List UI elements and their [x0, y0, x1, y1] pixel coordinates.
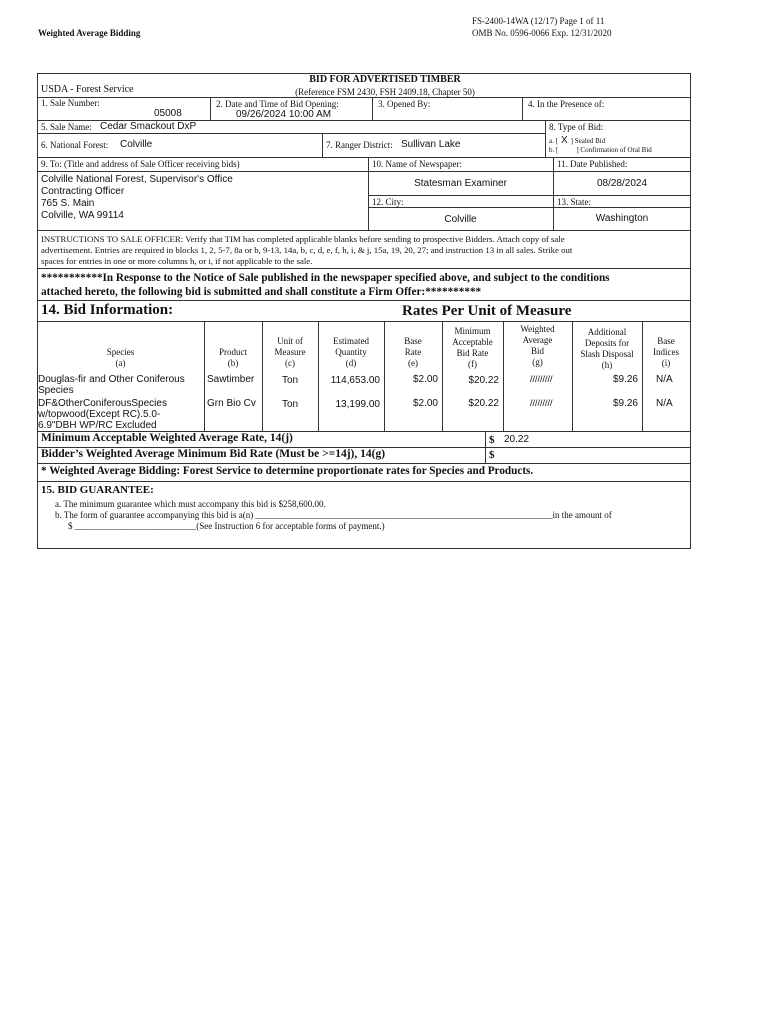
product-cell: Sawtimber [207, 374, 255, 385]
bid-guarantee-amount-field[interactable]: $ ___________________________(See Instruction 6 for acceptable forms of payment.) [68, 521, 385, 531]
bid-information-title: 14. Bid Information: [41, 302, 174, 318]
forest-label: 6. National Forest: [41, 140, 109, 150]
column-header-weighted-average: Weighted Average Bid (g) [520, 324, 555, 367]
presence-label: 4. In the Presence of: [528, 99, 605, 109]
min-bid-rate-cell: $20.22 [468, 375, 499, 386]
column-header-species: Species (a) [106, 347, 135, 368]
district-field[interactable]: Sullivan Lake [401, 139, 461, 150]
deposits-cell: $9.26 [612, 374, 638, 385]
sale-officer-address[interactable]: Colville National Forest, Supervisor's Office Contracting Officer 765 S. Main Colville, WA 99114 [41, 174, 233, 221]
newspaper-field[interactable]: Statesman Examiner [414, 178, 507, 189]
city-label: 12. City: [372, 197, 404, 207]
forest-field[interactable]: Colville [120, 139, 153, 150]
bid-opening-field[interactable]: 09/26/2024 10:00 AM [236, 109, 332, 120]
quantity-cell: 114,653.00 [330, 375, 380, 386]
form-title: Weighted Average Bidding [38, 28, 141, 38]
date-published-field[interactable]: 08/28/2024 [596, 178, 648, 189]
weighted-bid-cell[interactable]: ///////// [530, 374, 553, 384]
date-published-label: 11. Date Published: [557, 159, 628, 169]
column-header-min-bid-rate: Minimum Acceptable Bid Rate (f) [452, 326, 493, 369]
min-bid-rate-cell: $20.22 [468, 398, 499, 409]
bidder-rate-field[interactable] [504, 449, 654, 461]
newspaper-label: 10. Name of Newspaper: [372, 159, 462, 169]
unit-cell: Ton [281, 375, 299, 386]
indices-cell: N/A [656, 398, 673, 409]
min-weighted-rate-value: 20.22 [504, 434, 530, 445]
column-header-quantity: Estimated Quantity (d) [333, 336, 369, 368]
type-of-bid-label: 8. Type of Bid: [549, 122, 604, 132]
column-header-base-rate: Base Rate (e) [404, 336, 422, 368]
column-header-product: Product (b) [219, 347, 247, 368]
state-label: 13. State: [557, 197, 591, 207]
sealed-bid-option[interactable]: a. [ X ] Sealed Bid [549, 135, 606, 146]
base-rate-cell: $2.00 [412, 374, 438, 385]
species-cell: DF&OtherConiferousSpecies w/topwood(Except RC).5.0- 6.9"DBH WP/RC Excluded [38, 398, 167, 431]
min-weighted-rate-currency: $ [489, 434, 495, 446]
city-field[interactable]: Colville [444, 214, 477, 225]
product-cell: Grn Bio Cv [207, 398, 256, 409]
weighted-bid-cell[interactable]: ///////// [530, 398, 553, 408]
sealed-bid-mark: X [560, 135, 568, 146]
weighted-bidding-note: * Weighted Average Bidding: Forest Service to determine proportionate rates for Species and Products. [41, 465, 534, 477]
agency-name: USDA - Forest Service [41, 84, 134, 95]
species-cell: Douglas-fir and Other Coniferous Species [38, 374, 185, 396]
column-header-unit: Unit of Measure (c) [274, 336, 306, 368]
column-header-deposits: Additional Deposits for Slash Disposal (h) [580, 327, 634, 370]
quantity-cell: 13,199.00 [335, 399, 380, 410]
district-label: 7. Ranger District: [326, 140, 393, 150]
bid-form-reference: (Reference FSM 2430, FSH 2409.18, Chapter 50) [295, 87, 475, 97]
omb-number: OMB No. 0596-0066 Exp. 12/31/2020 [472, 28, 612, 38]
deposits-cell: $9.26 [612, 398, 638, 409]
state-field[interactable]: Washington [595, 213, 649, 224]
opened-by-label: 3. Opened By: [378, 99, 431, 109]
sale-number-label: 1. Sale Number: [41, 98, 100, 108]
bid-guarantee-form-field[interactable]: b. The form of guarantee accompanying this bid is a(n) __________________________________________________________________in the amount of [55, 510, 612, 520]
oral-bid-option[interactable]: b. [ ] Confirmation of Oral Bid [549, 146, 652, 154]
sale-name-label: 5. Sale Name: [41, 122, 92, 132]
bidder-rate-label: Bidder’s Weighted Average Minimum Bid Rate (Must be >=14j), 14(g) [41, 448, 386, 460]
indices-cell: N/A [656, 374, 673, 385]
unit-cell: Ton [281, 399, 299, 410]
base-rate-cell: $2.00 [412, 398, 438, 409]
bidder-rate-currency: $ [489, 449, 495, 461]
min-weighted-rate-label: Minimum Acceptable Weighted Average Rate, 14(j) [41, 432, 293, 444]
bid-guarantee-minimum: a. The minimum guarantee which must accompany this bid is $258,600.00. [55, 499, 326, 509]
sale-name-field[interactable]: Cedar Smackout DxP [100, 121, 197, 132]
bid-form-heading: BID FOR ADVERTISED TIMBER [309, 74, 461, 85]
sale-number-field[interactable]: 05008 [154, 108, 182, 119]
bid-opening-label: 2. Date and Time of Bid Opening: [216, 99, 339, 109]
bid-guarantee-title: 15. BID GUARANTEE: [41, 484, 154, 496]
to-label: 9. To: (Title and address of Sale Officer receiving bids) [41, 159, 240, 169]
rates-per-unit-title: Rates Per Unit of Measure [402, 303, 572, 319]
column-header-base-indices: Base Indices (i) [653, 336, 679, 368]
instructions-to-sale-officer: INSTRUCTIONS TO SALE OFFICER: Verify that TIM has completed applicable blanks before sending to prospective Bidders. Attach copy of sale advertisement. Entries are required in blocks 1, 2, 5-7, 8a or b, 9-13, 14a, b, c, d, e, f, h, i, & j, 15a, 19, 20, 27; and instruction 13 in all sales. Strike out spaces for entries in one or more columns h, or i, if not applicable to the sale. [41, 234, 573, 266]
firm-offer-statement: ***********In Response to the Notice of Sale published in the newspaper specified above, and subject to the conditions attached hereto, the following bid is submitted and shall constitute a Firm Offer:********** [41, 272, 610, 298]
form-number: FS-2400-14WA (12/17) Page 1 of 11 [472, 16, 605, 26]
